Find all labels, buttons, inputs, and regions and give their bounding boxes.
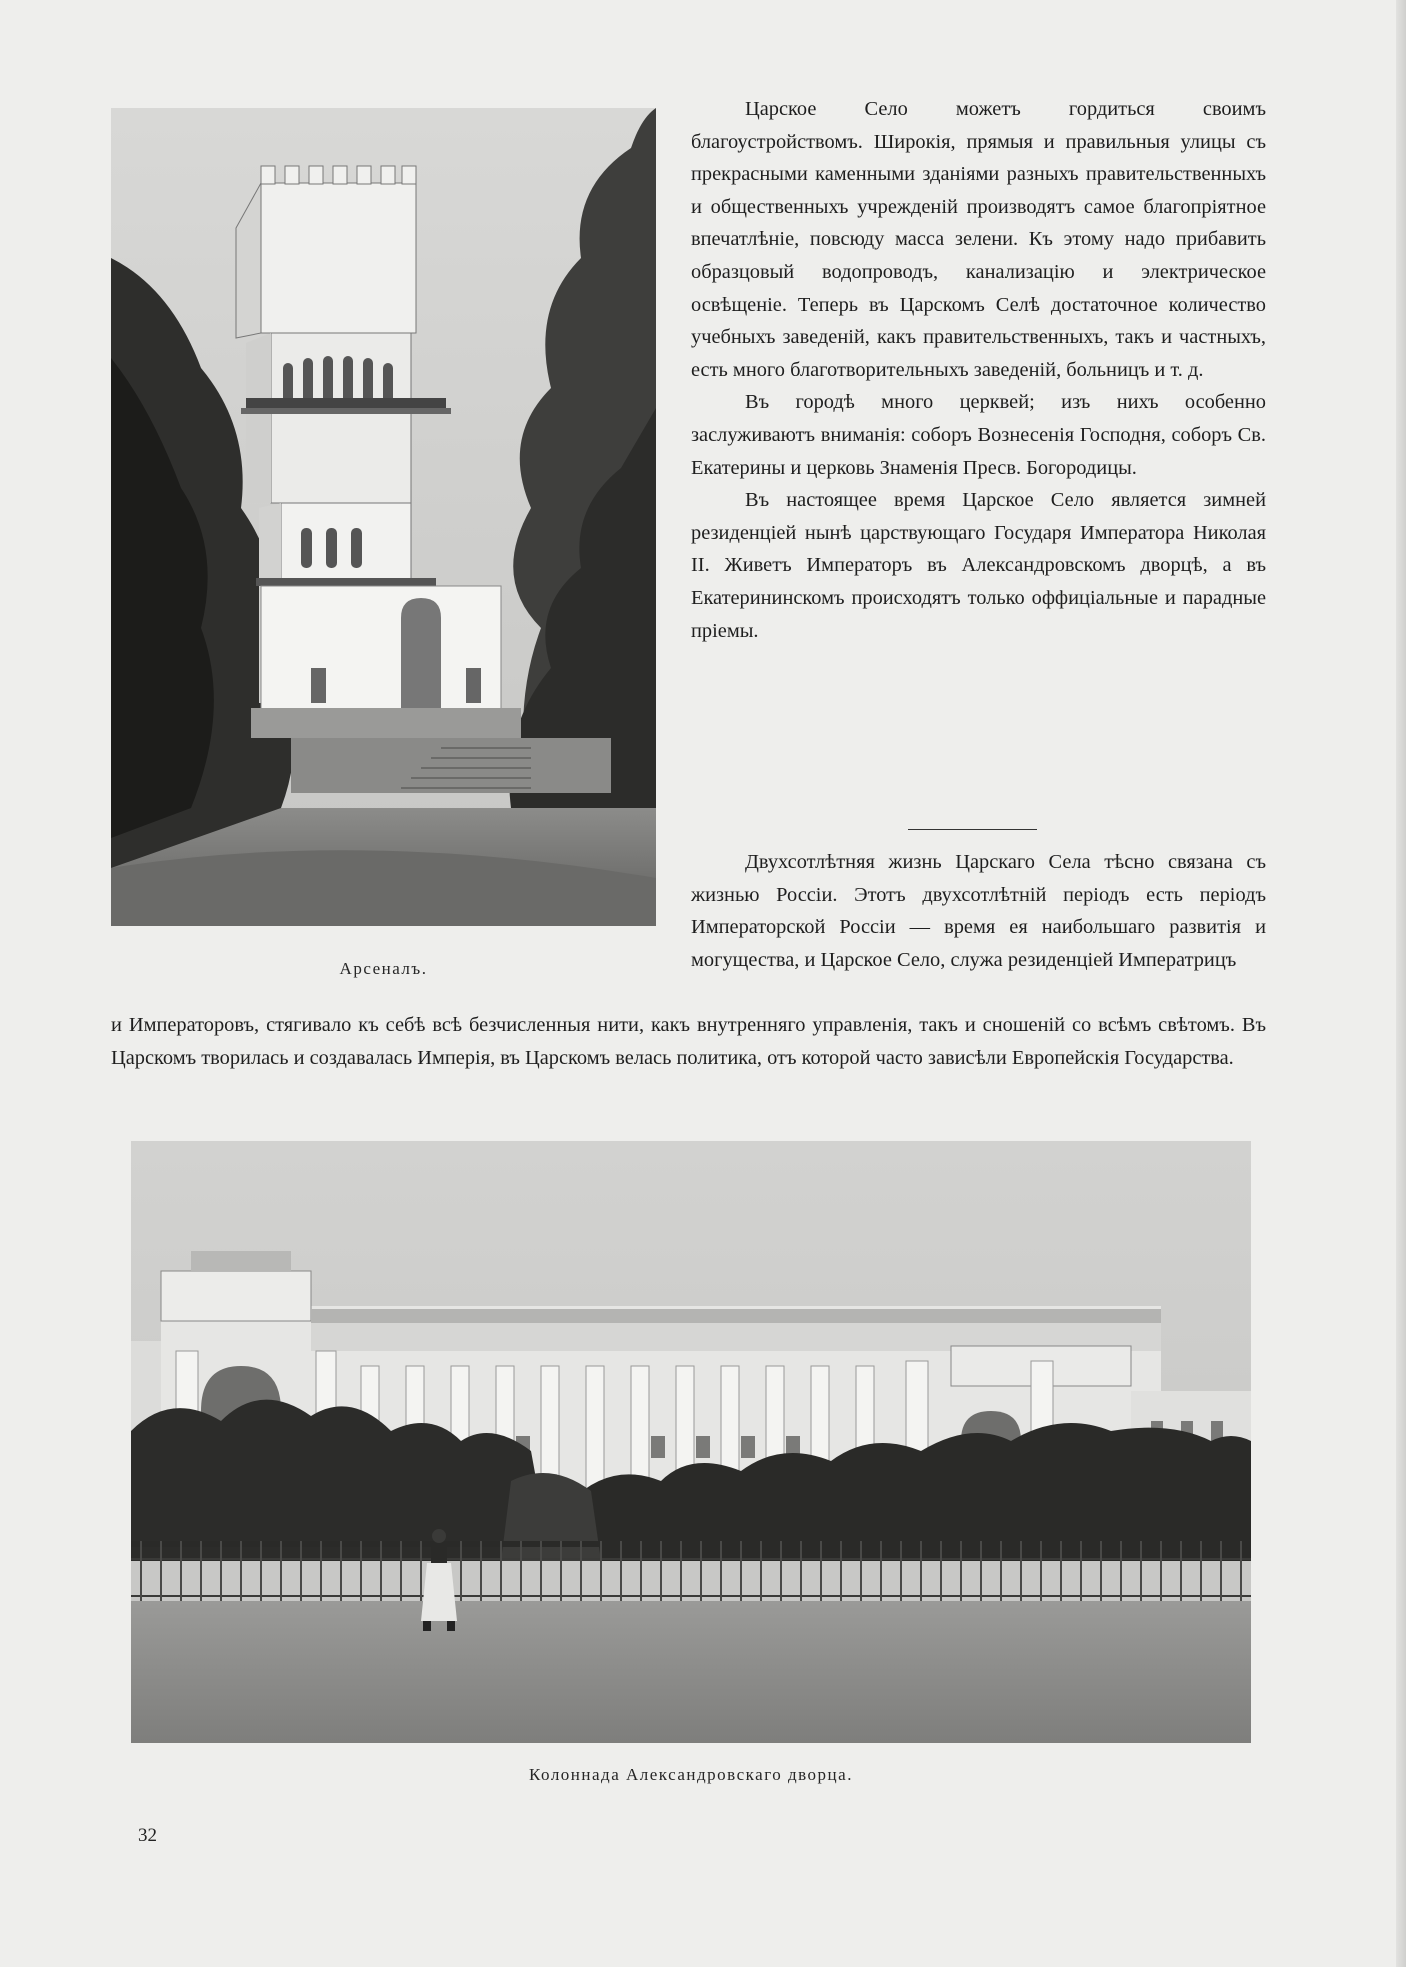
section-divider <box>908 829 1037 830</box>
paragraph-3: Въ настоящее время Царское Село является зимней резиденціей нынѣ царствующаго Государя Императора Николая II. Живетъ Императоръ въ Александровскомъ дворцѣ, а въ Екатерининскомъ происходятъ только оффиціальные и парадные пріемы. <box>691 489 1266 642</box>
right-text-column-2 <box>691 846 1266 976</box>
page-number: 32 <box>138 1825 157 1846</box>
paragraph-1: Царское Село можетъ гордиться своимъ благоустройствомъ. Широкія, прямыя и правильныя улицы съ прекрасными каменными зданіями разныхъ правительственныхъ и общественныхъ учрежденій производятъ самое благопріятное впечатлѣніе, повсюду масса зелени. Къ этому надо прибавить образцовый водопроводъ, канализацію и электрическое освѣщеніе. Теперь въ Царскомъ Селѣ достаточное количество учебныхъ заведеній, какъ правительственныхъ, такъ и частныхъ, есть много благотворительныхъ заведеній, больницъ и т. д. <box>691 98 1266 381</box>
full-width-text <box>111 1009 1266 1074</box>
arsenal-photo-caption: Арсеналъ. <box>339 959 428 978</box>
right-text-column <box>691 93 1266 647</box>
paragraph-4-continued: и Императоровъ, стягивало къ себѣ всѣ безчисленныя нити, какъ внутренняго управленія, такъ и сношеній со всѣмъ свѣтомъ. Въ Царскомъ творилась и создавалась Имперія, въ Царскомъ велась политика, отъ которой часто зависѣли Европейскія Государства. <box>111 1014 1266 1069</box>
arsenal-photo-illustration <box>111 108 656 926</box>
colonnade-photo-illustration <box>131 1141 1251 1743</box>
paragraph-4: Двухсотлѣтняя жизнь Царскаго Села тѣсно связана съ жизнью Россіи. Этотъ двухсотлѣтній періодъ есть періодъ Императорской Россіи — время ея наибольшаго развитія и могущества, и Царское Село, служа резиденціей Императрицъ <box>691 851 1266 971</box>
page-edge-shadow <box>1396 0 1406 1967</box>
colonnade-photo <box>131 1141 1251 1743</box>
arsenal-photo <box>111 108 656 926</box>
colonnade-photo-caption: Колоннада Александровскаго дворца. <box>529 1765 853 1784</box>
paragraph-2: Въ городѣ много церквей; изъ нихъ особенно заслуживаютъ вниманія: соборъ Вознесенія Господня, соборъ Св. Екатерины и церковь Знаменія Пресв. Богородицы. <box>691 391 1266 479</box>
